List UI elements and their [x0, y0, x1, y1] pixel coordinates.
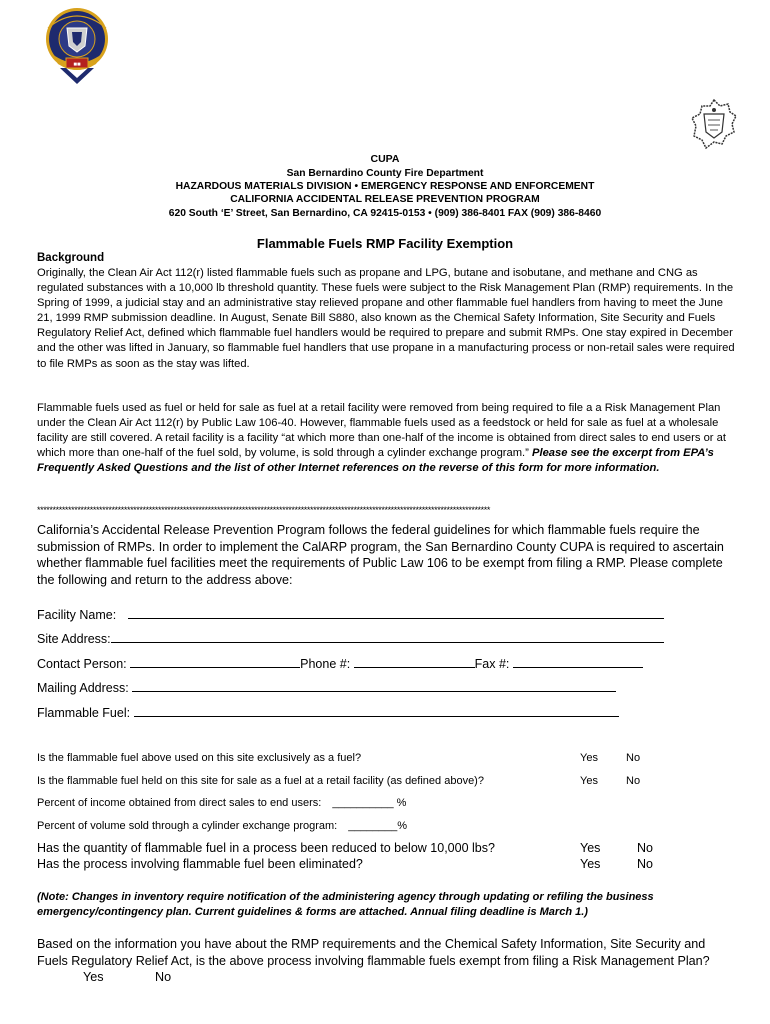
phone-field[interactable]: [354, 654, 475, 668]
question-volume-percent-row: [37, 820, 407, 832]
q1-yes-option[interactable]: Yes: [580, 752, 598, 764]
header-program: CALIFORNIA ACCIDENTAL RELEASE PREVENTION PROGRAM: [230, 194, 540, 205]
q1-no-option[interactable]: No: [626, 752, 641, 764]
final-yes-option[interactable]: Yes: [83, 970, 104, 985]
question-retail-sale: Is the flammable fuel held on this site for sale as a fuel at a retail facility (as defined above)?: [37, 775, 484, 787]
background-paragraph-2-emphasis: Please see the excerpt from EPA’s Frequently Asked Questions and the list of other Internet references on the reverse of this form for more information.: [37, 447, 714, 475]
final-no-option[interactable]: No: [155, 970, 172, 985]
question-exclusive-fuel: Is the flammable fuel above used on this site exclusively as a fuel?: [37, 752, 362, 764]
flammable-fuel-label: Flammable Fuel:: [37, 706, 131, 720]
contact-person-field[interactable]: [130, 654, 300, 668]
flammable-fuel-row: [37, 703, 619, 720]
header-department: San Bernardino County Fire Department: [286, 168, 484, 179]
facility-name-field[interactable]: [128, 605, 664, 619]
filing-note: (Note: Changes in inventory require notification of the administering agency through updating or refiling the business emergency/contingency plan. Current guidelines & forms are attached. Annual filing deadline is March 1.): [37, 891, 654, 918]
calarp-paragraph: California’s Accidental Release Prevention Program follows the federal guidelines for which flammable fuels require the submission of RMPs. In order to implement the CalARP program, the San Bernardino County CUPA is required to ascertain whether flammable fuel facilities meet the requirements of Public Law 106 to be exempt from filing a RMP. Please complete the following and return to the address above:: [37, 523, 724, 587]
background-paragraph-2: [37, 401, 737, 476]
header-division: HAZARDOUS MATERIALS DIVISION • EMERGENCY RESPONSE AND ENFORCEMENT: [175, 181, 595, 192]
facility-name-label: Facility Name:: [37, 608, 117, 622]
header-address: 620 South ‘E’ Street, San Bernardino, CA 92415-0153 • (909) 386-8401 FAX (909) 386-8460: [168, 208, 602, 219]
q6-no-option[interactable]: No: [637, 857, 653, 871]
site-address-label: Site Address:: [37, 632, 111, 646]
question-income-percent-row: [37, 797, 406, 809]
background-heading: Background: [37, 252, 105, 264]
q6-yes-option[interactable]: Yes: [580, 857, 601, 871]
fax-label: Fax #:: [474, 657, 510, 671]
county-seal-icon: [690, 98, 738, 154]
phone-label: Phone #:: [300, 657, 351, 671]
question-process-eliminated: Has the process involving flammable fuel been eliminated?: [37, 857, 363, 871]
header-cupa: CUPA: [370, 153, 400, 165]
q2-no-option[interactable]: No: [626, 775, 641, 787]
svg-text:■■: ■■: [73, 62, 81, 68]
q5-yes-option[interactable]: Yes: [580, 841, 601, 855]
facility-name-row: [37, 605, 664, 622]
question-quantity-reduced: Has the quantity of flammable fuel in a process been reduced to below 10,000 lbs?: [37, 841, 495, 855]
final-question-text: Based on the information you have about the RMP requirements and the Chemical Safety Information, Site Security and Fuels Regulatory Relief Act, is the above process involving flammable fuels exempt from filing a Risk Management Plan?: [37, 937, 710, 968]
background-paragraph-2-text: Flammable fuels used as fuel or held for sale as fuel at a retail facility were removed from being required to file a a Risk Management Plan under the Clean Air Act 112(r) by Public Law 106-40. However, flammable fuels used as a feedstock or held for sale as fuel at a wholesale facility are still covered. A retail facility is a facility “at which more than one-half of the income is obtained from direct sales to end users or at which more than one-half of the fuel sold, by volume, is sold through a cylinder exchange program.”: [37, 402, 726, 460]
contact-person-label: Contact Person:: [37, 657, 127, 671]
income-percent-field[interactable]: __________ %: [332, 797, 407, 809]
mailing-address-row: [37, 678, 616, 695]
separator-line: **************************************************************************************************************************************************: [37, 505, 490, 515]
flammable-fuel-field[interactable]: [134, 703, 619, 717]
site-address-row: [37, 629, 664, 646]
contact-row: [37, 654, 643, 671]
q2-yes-option[interactable]: Yes: [580, 775, 598, 787]
final-question: [37, 936, 737, 986]
q5-no-option[interactable]: No: [637, 841, 653, 855]
site-address-field[interactable]: [111, 629, 664, 643]
mailing-address-field[interactable]: [132, 678, 616, 692]
volume-percent-field[interactable]: ________%: [348, 820, 408, 832]
fire-department-badge-icon: [36, 6, 122, 88]
page-title: Flammable Fuels RMP Facility Exemption: [256, 236, 514, 251]
question-income-percent: Percent of income obtained from direct sales to end users:: [37, 797, 322, 809]
background-paragraph-1: Originally, the Clean Air Act 112(r) listed flammable fuels such as propane and LPG, butane and isobutane, and methane and CNG as regulated substances with a 10,000 lb threshold quantity. These fuels were subject to the Risk Management Plan (RMP) requirements. In the Spring of 1999, a judicial stay and an administrative stay relieved propane and other flammable fuel handlers from having to meet the June 21, 1999 RMP submission deadline. In August, Senate Bill S880, also known as the Chemical Safety Information, Site Security and Fuels Regulatory Relief Act, defined which flammable fuel handlers would be required to prepare and submit RMPs. One stay expired in December and the other was lifted in January, so flammable fuel handlers that use propane in a manufacturing process or non-retail sales were required to file RMPs as soon as the stay was lifted.: [37, 267, 735, 370]
fax-field[interactable]: [513, 654, 643, 668]
question-volume-percent: Percent of volume sold through a cylinder exchange program:: [37, 820, 338, 832]
mailing-address-label: Mailing Address:: [37, 681, 129, 695]
